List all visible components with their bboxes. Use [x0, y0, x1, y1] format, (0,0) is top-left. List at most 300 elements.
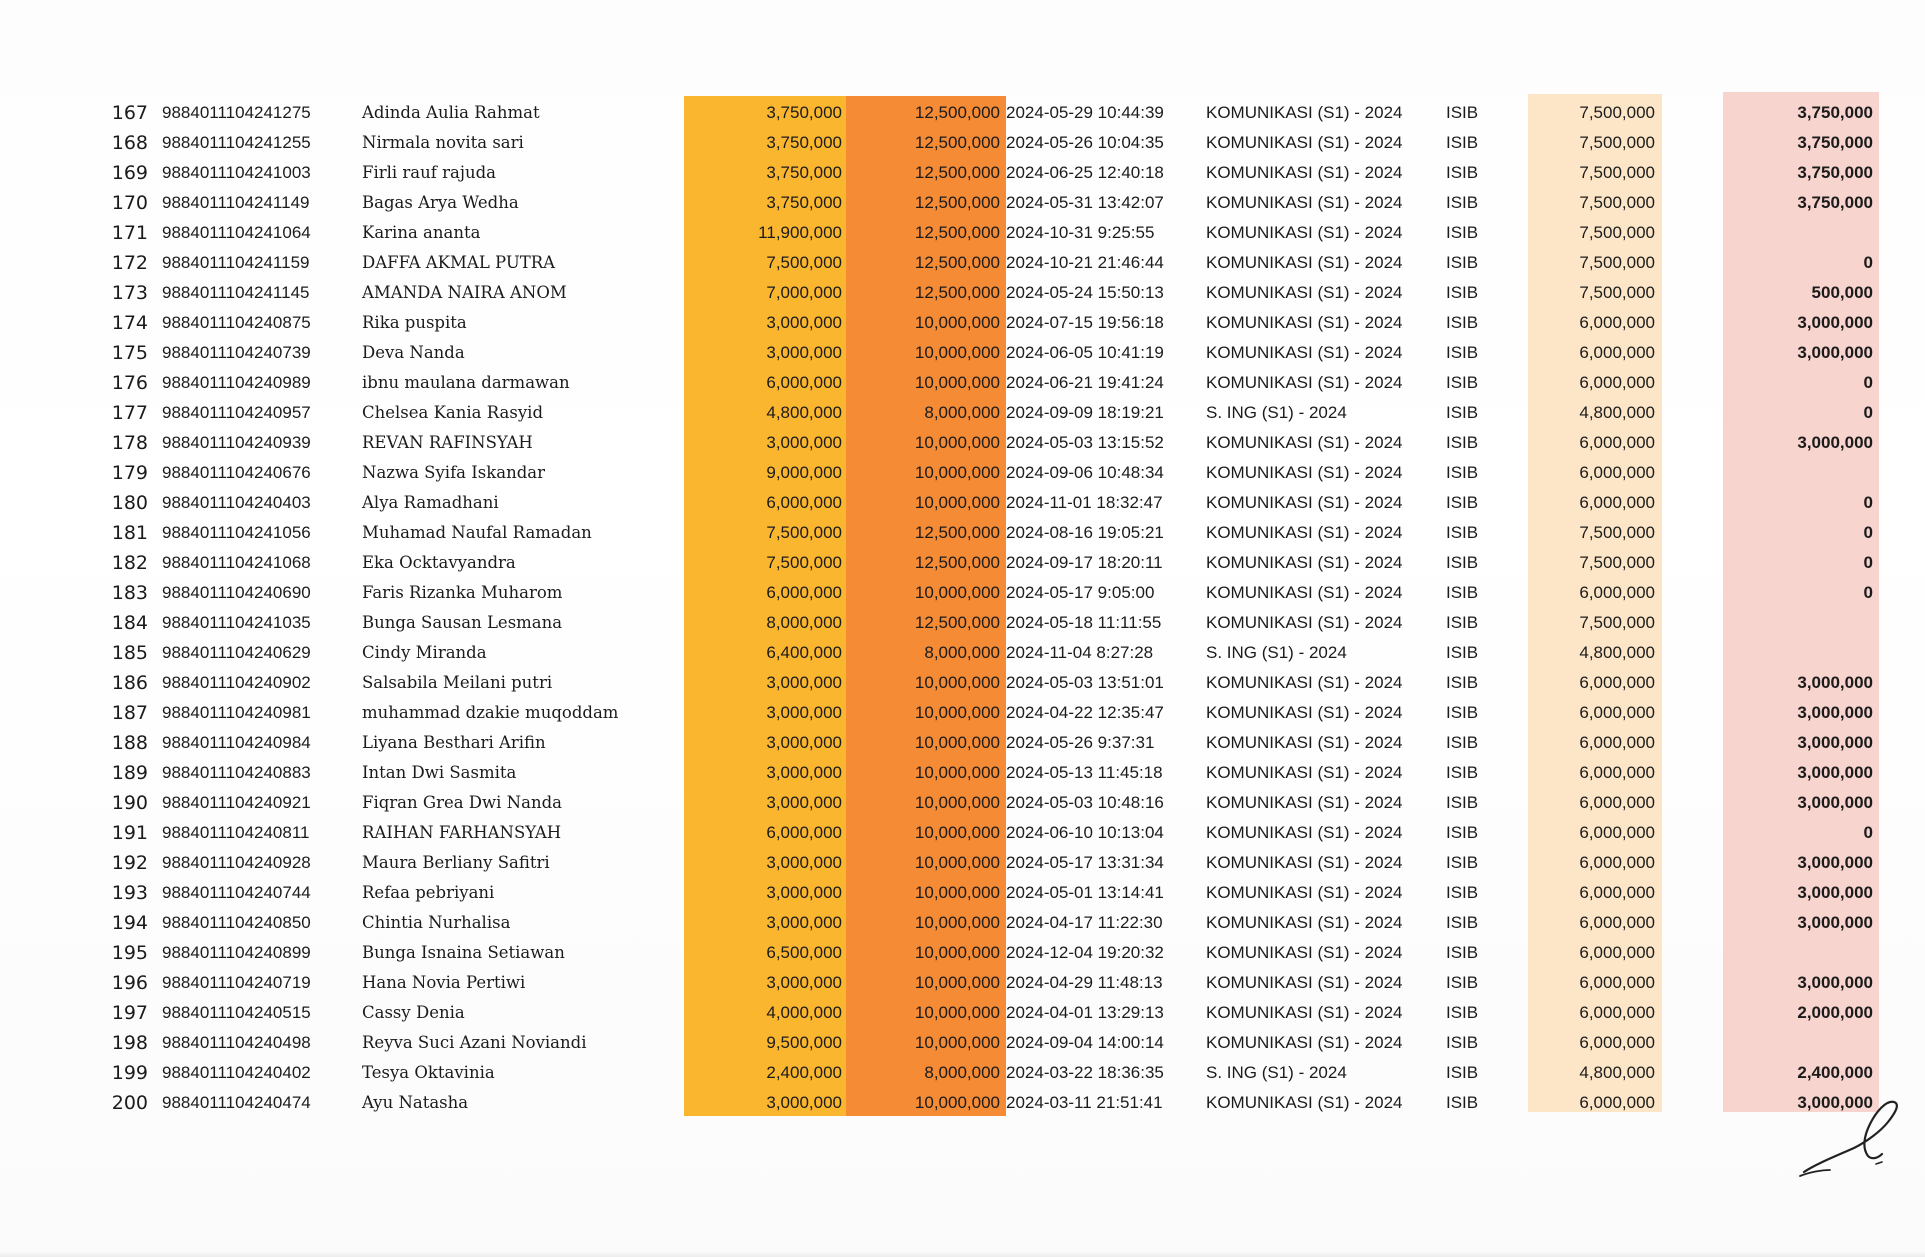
row-number: 189	[111, 762, 148, 784]
student-id: 9884011104240928	[162, 853, 311, 872]
installment-amount: 6,000,000	[1579, 763, 1655, 782]
study-program: KOMUNIKASI (S1) - 2024	[1206, 793, 1403, 812]
student-id: 9884011104240957	[162, 403, 311, 422]
row-number: 179	[111, 462, 148, 484]
total-fee: 12,500,000	[914, 523, 1000, 542]
paid-amount: 6,000,000	[766, 823, 842, 842]
paid-amount: 7,000,000	[766, 283, 842, 302]
study-program: KOMUNIKASI (S1) - 2024	[1206, 553, 1403, 572]
row-number: 170	[111, 192, 148, 214]
student-id: 9884011104240719	[162, 973, 311, 992]
total-fee: 10,000,000	[914, 1093, 1000, 1112]
table-row	[100, 698, 1890, 728]
student-id: 9884011104241068	[162, 553, 311, 572]
row-number: 197	[111, 1002, 148, 1024]
remaining-balance: 0	[1863, 403, 1873, 422]
faculty-code: ISIB	[1446, 253, 1479, 272]
remaining-balance: 3,000,000	[1797, 973, 1873, 992]
total-fee: 10,000,000	[914, 703, 1000, 722]
paid-amount: 8,000,000	[766, 613, 842, 632]
faculty-code: ISIB	[1446, 703, 1479, 722]
paid-amount: 3,000,000	[766, 313, 842, 332]
remaining-balance: 3,000,000	[1797, 433, 1873, 452]
table-row	[100, 488, 1890, 518]
table-row	[100, 428, 1890, 458]
row-number: 184	[111, 612, 148, 634]
table-row	[100, 668, 1890, 698]
installment-amount: 7,500,000	[1579, 133, 1655, 152]
table-row	[100, 818, 1890, 848]
installment-amount: 7,500,000	[1579, 613, 1655, 632]
faculty-code: ISIB	[1446, 523, 1479, 542]
student-name: Tesya Oktavinia	[362, 1063, 495, 1082]
row-number: 175	[111, 342, 148, 364]
student-name: Muhamad Naufal Ramadan	[362, 523, 592, 542]
total-fee: 10,000,000	[914, 493, 1000, 512]
total-fee: 8,000,000	[924, 1063, 1000, 1082]
faculty-code: ISIB	[1446, 1063, 1479, 1082]
student-id: 9884011104240744	[162, 883, 311, 902]
study-program: S. ING (S1) - 2024	[1206, 1063, 1347, 1082]
payment-date: 2024-07-15 19:56:18	[1006, 313, 1164, 332]
payment-date: 2024-05-03 13:15:52	[1006, 433, 1164, 452]
study-program: KOMUNIKASI (S1) - 2024	[1206, 463, 1403, 482]
student-id: 9884011104241145	[162, 283, 310, 302]
total-fee: 10,000,000	[914, 583, 1000, 602]
study-program: KOMUNIKASI (S1) - 2024	[1206, 973, 1403, 992]
installment-amount: 6,000,000	[1579, 463, 1655, 482]
payment-date: 2024-05-29 10:44:39	[1006, 103, 1164, 122]
table-row	[100, 1028, 1890, 1058]
payment-date: 2024-05-31 13:42:07	[1006, 193, 1164, 212]
table-row	[100, 98, 1890, 128]
faculty-code: ISIB	[1446, 613, 1479, 632]
row-number: 194	[111, 912, 148, 934]
installment-amount: 6,000,000	[1579, 943, 1655, 962]
paid-amount: 3,000,000	[766, 913, 842, 932]
remaining-balance	[1720, 938, 1873, 968]
total-fee: 12,500,000	[914, 253, 1000, 272]
page-edge-shadow	[0, 1251, 1925, 1257]
student-id: 9884011104240474	[162, 1093, 311, 1112]
paid-amount: 6,000,000	[766, 583, 842, 602]
student-name: Faris Rizanka Muharom	[362, 583, 563, 602]
student-name: Eka Ocktavyandra	[362, 553, 516, 572]
row-number: 187	[111, 702, 148, 724]
row-number: 186	[111, 672, 148, 694]
paid-amount: 4,800,000	[766, 403, 842, 422]
study-program: KOMUNIKASI (S1) - 2024	[1206, 943, 1403, 962]
payment-date: 2024-05-18 11:11:55	[1006, 613, 1162, 632]
total-fee: 10,000,000	[914, 943, 1000, 962]
table-row	[100, 278, 1890, 308]
installment-amount: 6,000,000	[1579, 1033, 1655, 1052]
total-fee: 10,000,000	[914, 883, 1000, 902]
paid-amount: 3,000,000	[766, 343, 842, 362]
student-id: 9884011104240883	[162, 763, 311, 782]
payment-date: 2024-10-31 9:25:55	[1006, 223, 1155, 242]
student-id: 9884011104240899	[162, 943, 311, 962]
student-name: Bagas Arya Wedha	[362, 193, 519, 212]
row-number: 196	[111, 972, 148, 994]
faculty-code: ISIB	[1446, 493, 1479, 512]
study-program: KOMUNIKASI (S1) - 2024	[1206, 1003, 1403, 1022]
remaining-balance: 3,000,000	[1797, 733, 1873, 752]
student-id: 9884011104240850	[162, 913, 311, 932]
student-name: Adinda Aulia Rahmat	[362, 103, 540, 122]
table-row	[100, 308, 1890, 338]
student-name: Refaa pebriyani	[362, 883, 495, 902]
payment-date: 2024-12-04 19:20:32	[1006, 943, 1164, 962]
total-fee: 10,000,000	[914, 913, 1000, 932]
installment-amount: 6,000,000	[1579, 583, 1655, 602]
remaining-balance: 3,000,000	[1797, 853, 1873, 872]
study-program: S. ING (S1) - 2024	[1206, 643, 1347, 662]
remaining-balance: 3,000,000	[1797, 883, 1873, 902]
student-name: Chelsea Kania Rasyid	[362, 403, 544, 422]
paid-amount: 11,900,000	[758, 223, 842, 242]
installment-amount: 6,000,000	[1579, 823, 1655, 842]
installment-amount: 4,800,000	[1579, 643, 1655, 662]
student-name: ibnu maulana darmawan	[362, 373, 570, 392]
row-number: 172	[111, 252, 148, 274]
student-name: Deva Nanda	[362, 343, 465, 362]
total-fee: 8,000,000	[924, 643, 1000, 662]
student-name: DAFFA AKMAL PUTRA	[362, 253, 556, 272]
student-name: Karina ananta	[362, 223, 481, 242]
student-name: REVAN RAFINSYAH	[362, 433, 533, 452]
payment-date: 2024-05-13 11:45:18	[1006, 763, 1163, 782]
table-row	[100, 938, 1890, 968]
total-fee: 10,000,000	[914, 823, 1000, 842]
table-row	[100, 968, 1890, 998]
paid-amount: 3,750,000	[766, 103, 842, 122]
total-fee: 12,500,000	[914, 553, 1000, 572]
payment-date: 2024-09-09 18:19:21	[1006, 403, 1164, 422]
payment-date: 2024-06-21 19:41:24	[1006, 373, 1164, 392]
installment-amount: 7,500,000	[1579, 523, 1655, 542]
student-id: 9884011104241064	[162, 223, 311, 242]
student-name: Bunga Isnaina Setiawan	[362, 943, 565, 962]
paid-amount: 3,000,000	[766, 703, 842, 722]
table-row	[100, 1088, 1890, 1118]
row-number: 195	[111, 942, 148, 964]
study-program: KOMUNIKASI (S1) - 2024	[1206, 703, 1403, 722]
student-name: Cassy Denia	[362, 1003, 465, 1022]
student-name: Fiqran Grea Dwi Nanda	[362, 793, 562, 812]
student-name: RAIHAN FARHANSYAH	[362, 823, 562, 842]
student-id: 9884011104241255	[162, 133, 311, 152]
student-name: Cindy Miranda	[362, 643, 487, 662]
table-row	[100, 188, 1890, 218]
installment-amount: 6,000,000	[1579, 973, 1655, 992]
installment-amount: 6,000,000	[1579, 1003, 1655, 1022]
remaining-balance: 3,750,000	[1797, 103, 1873, 122]
faculty-code: ISIB	[1446, 763, 1479, 782]
row-number: 168	[111, 132, 148, 154]
study-program: KOMUNIKASI (S1) - 2024	[1206, 913, 1403, 932]
study-program: KOMUNIKASI (S1) - 2024	[1206, 493, 1403, 512]
row-number: 167	[111, 102, 148, 124]
faculty-code: ISIB	[1446, 463, 1479, 482]
study-program: KOMUNIKASI (S1) - 2024	[1206, 343, 1403, 362]
payment-date: 2024-05-26 9:37:31	[1006, 733, 1155, 752]
row-number: 181	[111, 522, 148, 544]
study-program: KOMUNIKASI (S1) - 2024	[1206, 763, 1403, 782]
row-number: 185	[111, 642, 148, 664]
student-name: Nirmala novita sari	[362, 133, 524, 152]
paid-amount: 3,000,000	[766, 673, 842, 692]
student-id: 9884011104240811	[162, 823, 310, 842]
installment-amount: 4,800,000	[1579, 403, 1655, 422]
table-row	[100, 908, 1890, 938]
payment-date: 2024-05-24 15:50:13	[1006, 283, 1164, 302]
remaining-balance: 3,750,000	[1797, 163, 1873, 182]
row-number: 180	[111, 492, 148, 514]
payment-date: 2024-03-22 18:36:35	[1006, 1063, 1164, 1082]
table-row	[100, 128, 1890, 158]
table-row	[100, 398, 1890, 428]
study-program: KOMUNIKASI (S1) - 2024	[1206, 133, 1403, 152]
paid-amount: 6,400,000	[766, 643, 842, 662]
study-program: KOMUNIKASI (S1) - 2024	[1206, 193, 1403, 212]
faculty-code: ISIB	[1446, 193, 1479, 212]
row-number: 199	[111, 1062, 148, 1084]
student-name: Chintia Nurhalisa	[362, 913, 511, 932]
total-fee: 12,500,000	[914, 193, 1000, 212]
remaining-balance: 0	[1863, 583, 1873, 602]
faculty-code: ISIB	[1446, 553, 1479, 572]
installment-amount: 4,800,000	[1579, 1063, 1655, 1082]
row-number: 190	[111, 792, 148, 814]
payment-date: 2024-03-11 21:51:41	[1006, 1093, 1163, 1112]
student-id: 9884011104240875	[162, 313, 311, 332]
table-row	[100, 638, 1890, 668]
paid-amount: 3,000,000	[766, 1093, 842, 1112]
total-fee: 10,000,000	[914, 1033, 1000, 1052]
row-number: 183	[111, 582, 148, 604]
signature-icon	[1796, 1098, 1908, 1180]
row-number: 198	[111, 1032, 148, 1054]
total-fee: 12,500,000	[914, 613, 1000, 632]
remaining-balance: 3,750,000	[1797, 133, 1873, 152]
paid-amount: 3,000,000	[766, 763, 842, 782]
faculty-code: ISIB	[1446, 643, 1479, 662]
payment-date: 2024-09-04 14:00:14	[1006, 1033, 1164, 1052]
total-fee: 8,000,000	[924, 403, 1000, 422]
total-fee: 12,500,000	[914, 163, 1000, 182]
row-number: 173	[111, 282, 148, 304]
row-number: 169	[111, 162, 148, 184]
row-number: 192	[111, 852, 148, 874]
student-id: 9884011104241035	[162, 613, 311, 632]
paid-amount: 2,400,000	[766, 1063, 842, 1082]
study-program: KOMUNIKASI (S1) - 2024	[1206, 823, 1403, 842]
paid-amount: 3,000,000	[766, 433, 842, 452]
table-row	[100, 548, 1890, 578]
row-number: 178	[111, 432, 148, 454]
remaining-balance: 3,000,000	[1797, 793, 1873, 812]
faculty-code: ISIB	[1446, 313, 1479, 332]
paid-amount: 9,000,000	[766, 463, 842, 482]
student-name: Bunga Sausan Lesmana	[362, 613, 563, 632]
table-row	[100, 878, 1890, 908]
faculty-code: ISIB	[1446, 793, 1479, 812]
installment-amount: 6,000,000	[1579, 673, 1655, 692]
remaining-balance: 0	[1863, 823, 1873, 842]
student-name: Liyana Besthari Arifin	[362, 733, 546, 752]
installment-amount: 7,500,000	[1579, 163, 1655, 182]
student-id: 9884011104241149	[162, 193, 310, 212]
student-id: 9884011104240921	[162, 793, 311, 812]
remaining-balance	[1720, 1028, 1873, 1058]
faculty-code: ISIB	[1446, 733, 1479, 752]
total-fee: 10,000,000	[914, 343, 1000, 362]
student-id: 9884011104240690	[162, 583, 311, 602]
paid-amount: 7,500,000	[766, 553, 842, 572]
faculty-code: ISIB	[1446, 283, 1479, 302]
student-id: 9884011104240629	[162, 643, 311, 662]
remaining-balance: 0	[1863, 523, 1873, 542]
study-program: KOMUNIKASI (S1) - 2024	[1206, 313, 1403, 332]
paid-amount: 3,000,000	[766, 883, 842, 902]
study-program: KOMUNIKASI (S1) - 2024	[1206, 523, 1403, 542]
total-fee: 10,000,000	[914, 763, 1000, 782]
paid-amount: 4,000,000	[766, 1003, 842, 1022]
paid-amount: 3,000,000	[766, 733, 842, 752]
remaining-balance: 3,000,000	[1797, 913, 1873, 932]
study-program: KOMUNIKASI (S1) - 2024	[1206, 433, 1403, 452]
total-fee: 12,500,000	[914, 103, 1000, 122]
study-program: KOMUNIKASI (S1) - 2024	[1206, 613, 1403, 632]
remaining-balance: 0	[1863, 493, 1873, 512]
study-program: KOMUNIKASI (S1) - 2024	[1206, 1033, 1403, 1052]
payment-date: 2024-10-21 21:46:44	[1006, 253, 1164, 272]
installment-amount: 6,000,000	[1579, 313, 1655, 332]
payment-date: 2024-11-01 18:32:47	[1006, 493, 1163, 512]
student-id: 9884011104240498	[162, 1033, 311, 1052]
paid-amount: 6,000,000	[766, 373, 842, 392]
remaining-balance: 3,750,000	[1797, 193, 1873, 212]
row-number: 188	[111, 732, 148, 754]
student-id: 9884011104241275	[162, 103, 311, 122]
table-row	[100, 608, 1890, 638]
row-number: 182	[111, 552, 148, 574]
faculty-code: ISIB	[1446, 433, 1479, 452]
study-program: KOMUNIKASI (S1) - 2024	[1206, 283, 1403, 302]
paid-amount: 6,000,000	[766, 493, 842, 512]
faculty-code: ISIB	[1446, 403, 1479, 422]
payment-date: 2024-11-04 8:27:28	[1006, 643, 1154, 662]
remaining-balance: 0	[1863, 253, 1873, 272]
installment-amount: 7,500,000	[1579, 193, 1655, 212]
remaining-balance	[1720, 638, 1873, 668]
paid-amount: 6,500,000	[766, 943, 842, 962]
remaining-balance: 3,000,000	[1797, 313, 1873, 332]
faculty-code: ISIB	[1446, 913, 1479, 932]
remaining-balance: 3,000,000	[1797, 343, 1873, 362]
row-number: 174	[111, 312, 148, 334]
row-number: 193	[111, 882, 148, 904]
installment-amount: 6,000,000	[1579, 733, 1655, 752]
total-fee: 10,000,000	[914, 373, 1000, 392]
total-fee: 10,000,000	[914, 973, 1000, 992]
faculty-code: ISIB	[1446, 673, 1479, 692]
faculty-code: ISIB	[1446, 1093, 1479, 1112]
study-program: KOMUNIKASI (S1) - 2024	[1206, 883, 1403, 902]
faculty-code: ISIB	[1446, 103, 1479, 122]
installment-amount: 6,000,000	[1579, 703, 1655, 722]
payment-date: 2024-04-01 13:29:13	[1006, 1003, 1164, 1022]
student-name: Rika puspita	[362, 313, 467, 332]
table-row	[100, 788, 1890, 818]
installment-amount: 6,000,000	[1579, 373, 1655, 392]
payment-date: 2024-05-17 13:31:34	[1006, 853, 1164, 872]
installment-amount: 6,000,000	[1579, 793, 1655, 812]
payment-date: 2024-06-25 12:40:18	[1006, 163, 1164, 182]
table-row	[100, 518, 1890, 548]
installment-amount: 7,500,000	[1579, 223, 1655, 242]
row-number: 177	[111, 402, 148, 424]
student-id: 9884011104240984	[162, 733, 311, 752]
installment-amount: 6,000,000	[1579, 883, 1655, 902]
study-program: KOMUNIKASI (S1) - 2024	[1206, 373, 1403, 392]
payment-date: 2024-04-22 12:35:47	[1006, 703, 1164, 722]
total-fee: 10,000,000	[914, 433, 1000, 452]
faculty-code: ISIB	[1446, 163, 1479, 182]
total-fee: 10,000,000	[914, 673, 1000, 692]
payment-date: 2024-06-05 10:41:19	[1006, 343, 1164, 362]
student-name: muhammad dzakie muqoddam	[362, 703, 619, 722]
faculty-code: ISIB	[1446, 823, 1479, 842]
faculty-code: ISIB	[1446, 223, 1479, 242]
study-program: S. ING (S1) - 2024	[1206, 403, 1347, 422]
study-program: KOMUNIKASI (S1) - 2024	[1206, 673, 1403, 692]
faculty-code: ISIB	[1446, 883, 1479, 902]
faculty-code: ISIB	[1446, 373, 1479, 392]
paid-amount: 3,000,000	[766, 973, 842, 992]
remaining-balance: 2,000,000	[1797, 1003, 1873, 1022]
paid-amount: 3,750,000	[766, 133, 842, 152]
student-id: 9884011104241003	[162, 163, 311, 182]
student-id: 9884011104241159	[162, 253, 310, 272]
payment-date: 2024-04-17 11:22:30	[1006, 913, 1163, 932]
student-id: 9884011104240989	[162, 373, 311, 392]
table-row	[100, 728, 1890, 758]
payment-date: 2024-05-01 13:14:41	[1006, 883, 1164, 902]
payment-date: 2024-05-03 10:48:16	[1006, 793, 1164, 812]
study-program: KOMUNIKASI (S1) - 2024	[1206, 733, 1403, 752]
faculty-code: ISIB	[1446, 1003, 1479, 1022]
table-row	[100, 338, 1890, 368]
remaining-balance: 3,000,000	[1797, 1093, 1873, 1112]
faculty-code: ISIB	[1446, 343, 1479, 362]
remaining-balance	[1720, 608, 1873, 638]
study-program: KOMUNIKASI (S1) - 2024	[1206, 1093, 1403, 1112]
paid-amount: 3,000,000	[766, 853, 842, 872]
student-name: AMANDA NAIRA ANOM	[362, 283, 567, 302]
study-program: KOMUNIKASI (S1) - 2024	[1206, 223, 1403, 242]
installment-amount: 6,000,000	[1579, 913, 1655, 932]
faculty-code: ISIB	[1446, 583, 1479, 602]
student-id: 9884011104240676	[162, 463, 311, 482]
table-row	[100, 758, 1890, 788]
total-fee: 10,000,000	[914, 463, 1000, 482]
student-id: 9884011104240981	[162, 703, 311, 722]
student-id: 9884011104241056	[162, 523, 311, 542]
total-fee: 12,500,000	[914, 133, 1000, 152]
table-row	[100, 218, 1890, 248]
